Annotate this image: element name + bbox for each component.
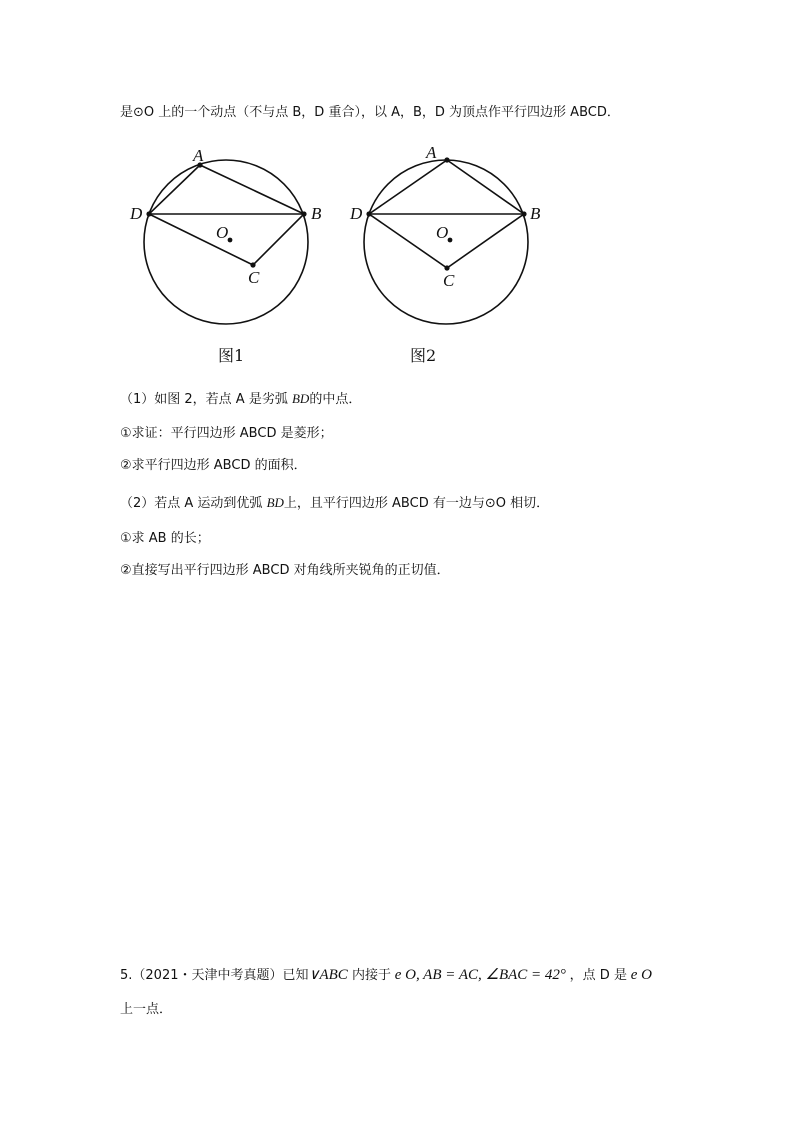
circle-o-fig2 bbox=[364, 160, 528, 324]
question-1-a: ①求证：平行四边形 ABCD 是菱形； bbox=[120, 426, 333, 441]
q2-prefix: （2）若点 A 运动到优弧 bbox=[120, 496, 267, 511]
question-2 bbox=[120, 494, 549, 513]
p5-prefix: 5.（2021・天津中考真题）已知 bbox=[120, 968, 309, 983]
point-a-fig2 bbox=[444, 157, 449, 162]
label-b-fig2: B bbox=[530, 204, 541, 223]
point-d-fig1 bbox=[146, 211, 151, 216]
circle-o-fig1 bbox=[144, 160, 308, 324]
point-b-fig2 bbox=[521, 211, 526, 216]
q2-arc-bd: BD bbox=[266, 495, 284, 510]
q1-prefix: （1）如图 2，若点 A 是劣弧 bbox=[120, 392, 292, 407]
label-b-fig1: B bbox=[311, 204, 322, 223]
figure-2 bbox=[340, 140, 550, 340]
label-c-fig2: C bbox=[443, 271, 455, 290]
intro-text: 是⊙O 上的一个动点（不与点 B，D 重合），以 A，B，D 为顶点作平行四边形 ABCD． bbox=[120, 105, 620, 120]
p5-conditions: e O, AB = AC, ∠BAC = 42° bbox=[390, 967, 570, 983]
point-o-fig1 bbox=[228, 238, 233, 243]
label-a-fig1: A bbox=[193, 146, 204, 165]
figure-2-caption: 图2 bbox=[410, 346, 437, 365]
label-d-fig2: D bbox=[350, 204, 363, 223]
problem-5-line-1 bbox=[120, 966, 652, 985]
p5-inscribed: 内接于 bbox=[347, 968, 391, 983]
problem-5-line-2: 上一点． bbox=[120, 1002, 173, 1017]
point-d-fig2 bbox=[366, 211, 371, 216]
question-1-b: ②求平行四边形 ABCD 的面积． bbox=[120, 458, 307, 473]
p5-circle: e O bbox=[626, 967, 652, 983]
point-c-fig2 bbox=[444, 265, 449, 270]
p5-point-d: ，点 D 是 bbox=[569, 968, 627, 983]
label-o-fig2: O bbox=[436, 223, 449, 242]
label-d-fig1: D bbox=[130, 204, 143, 223]
point-c-fig1 bbox=[250, 262, 255, 267]
label-a-fig2: A bbox=[426, 143, 437, 162]
figure-1-caption: 图1 bbox=[218, 346, 245, 365]
point-b-fig1 bbox=[301, 211, 306, 216]
p5-triangle: ∨ABC bbox=[308, 967, 348, 983]
q1-arc-bd: BD bbox=[291, 391, 310, 406]
figure-1 bbox=[120, 140, 330, 340]
question-1 bbox=[120, 390, 361, 409]
question-2-a: ①求 AB 的长； bbox=[120, 531, 210, 546]
point-o-fig2 bbox=[448, 238, 453, 243]
q1-suffix: 的中点． bbox=[309, 392, 362, 407]
q2-suffix: 上，且平行四边形 ABCD 有一边与⊙O 相切． bbox=[283, 496, 550, 511]
question-2-b: ②直接写出平行四边形 ABCD 对角线所夹锐角的正切值． bbox=[120, 563, 450, 578]
label-c-fig1: C bbox=[248, 268, 260, 287]
label-o-fig1: O bbox=[216, 223, 229, 242]
